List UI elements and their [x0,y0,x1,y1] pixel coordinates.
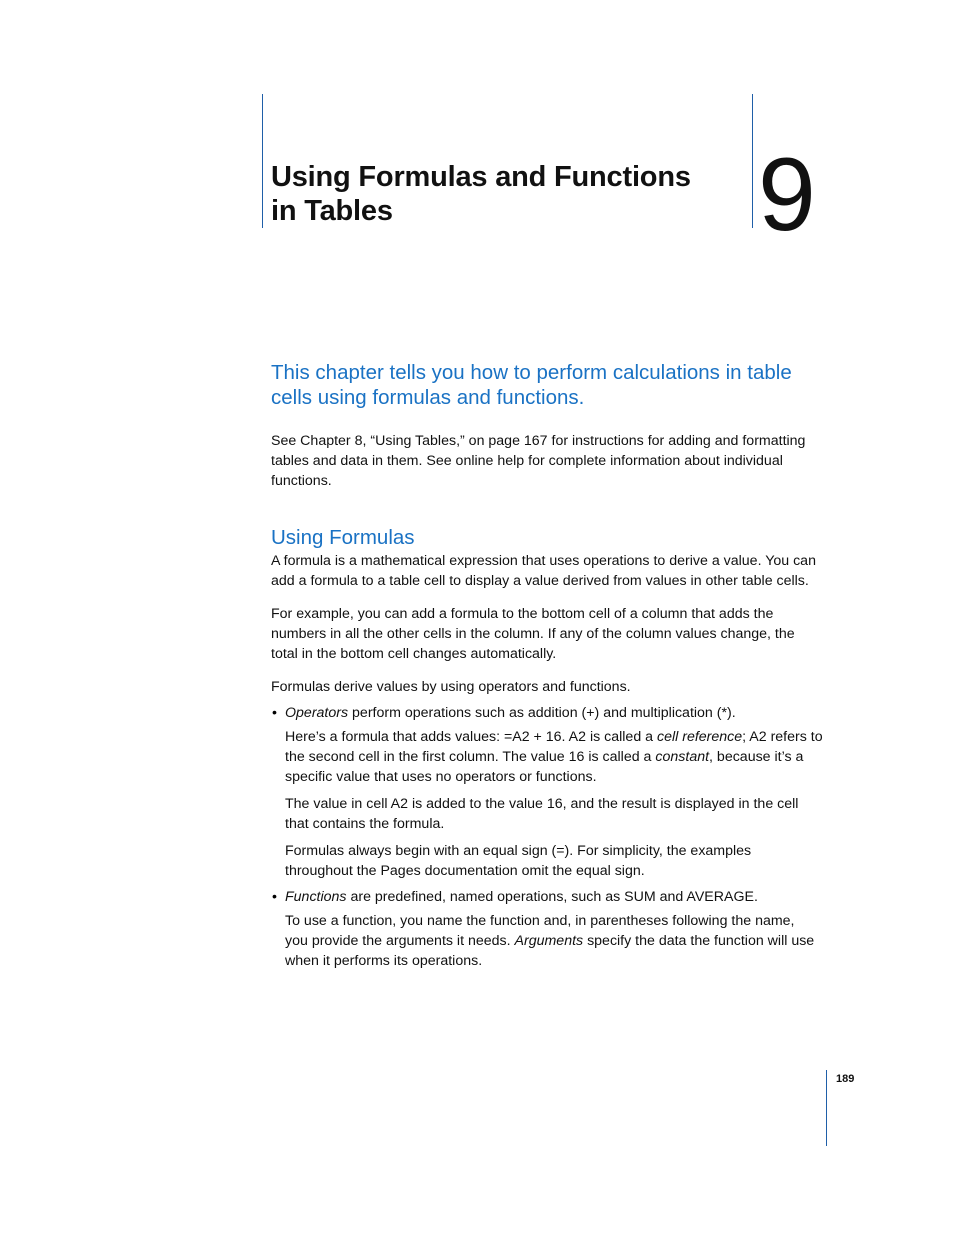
text-run: ; A2 refers to [742,729,823,745]
operators-bullet [285,703,831,723]
equal-sign-paragraph [285,841,831,881]
functions-description: are predefined, named operations, such as SUM and AVERAGE. [346,889,758,905]
function-usage-paragraph [285,911,831,971]
formula-example-paragraph [285,727,831,787]
text-line: total in the bottom cell changes automatically. [271,646,557,662]
text-line: when it performs its operations. [285,953,483,969]
text-line: Formulas always begin with an equal sign (=). For simplicity, the examples [285,843,752,859]
text-line: that contains the formula. [285,816,445,832]
page-number-rule [826,1070,827,1146]
chapter-title [271,160,711,228]
section-heading: Using Formulas [271,526,415,549]
chapter-number: 9 [758,137,816,253]
text-run: Here’s a formula that adds values: =A2 + 16. A2 is called a [285,729,657,745]
formula-definition-paragraph [271,551,831,591]
chapter-number-rule [752,94,753,228]
constant-term: constant [655,749,710,765]
text-line: specific value that uses no operators or functions. [285,769,597,785]
arguments-term: Arguments [514,933,584,949]
text-run: specify the data the function will use [583,933,815,949]
chapter-title-line: in Tables [271,195,393,227]
example-paragraph [271,604,831,664]
text-line: For example, you can add a formula to the bottom cell of a column that adds the [271,606,774,622]
text-line [285,727,831,747]
text-line [285,747,831,767]
operators-functions-paragraph: Formulas derive values by using operators and functions. [271,679,631,695]
intro-line: cells using formulas and functions. [271,386,585,409]
bullet-marker: • [272,705,277,721]
text-line [285,931,831,951]
text-run: the second cell in the first column. The value 16 is called a [285,749,656,765]
text-line: See Chapter 8, “Using Tables,” on page 167 for instructions for adding and formatting [271,433,806,449]
text-run: you provide the arguments it needs. [285,933,515,949]
text-line: To use a function, you name the function and, in parentheses following the name, [285,913,795,929]
page-number: 189 [836,1073,855,1085]
text-line: functions. [271,473,332,489]
functions-term: Functions [285,889,347,905]
text-line: tables and data in them. See online help for complete information about individual [271,453,783,469]
intro-line: This chapter tells you how to perform calculations in table [271,361,792,384]
operators-description: perform operations such as addition (+) and multiplication (*). [348,705,736,721]
see-chapter-paragraph [271,431,831,491]
text-line: A formula is a mathematical expression that uses operations to derive a value. You can [271,553,816,569]
chapter-title-rule [262,94,263,228]
chapter-title-line: Using Formulas and Functions [271,161,691,193]
text-line: add a formula to a table cell to display a value derived from values in other table cells. [271,573,809,589]
result-paragraph [285,794,831,834]
functions-bullet [285,887,831,907]
operators-term: Operators [285,705,349,721]
text-line: The value in cell A2 is added to the value 16, and the result is displayed in the cell [285,796,799,812]
chapter-intro [271,360,831,410]
text-line: throughout the Pages documentation omit the equal sign. [285,863,645,879]
text-line: numbers in all the other cells in the column. If any of the column values change, the [271,626,795,642]
cell-reference-term: cell reference [657,729,743,745]
bullet-marker: • [272,889,277,905]
text-run: , because it’s a [709,749,804,765]
